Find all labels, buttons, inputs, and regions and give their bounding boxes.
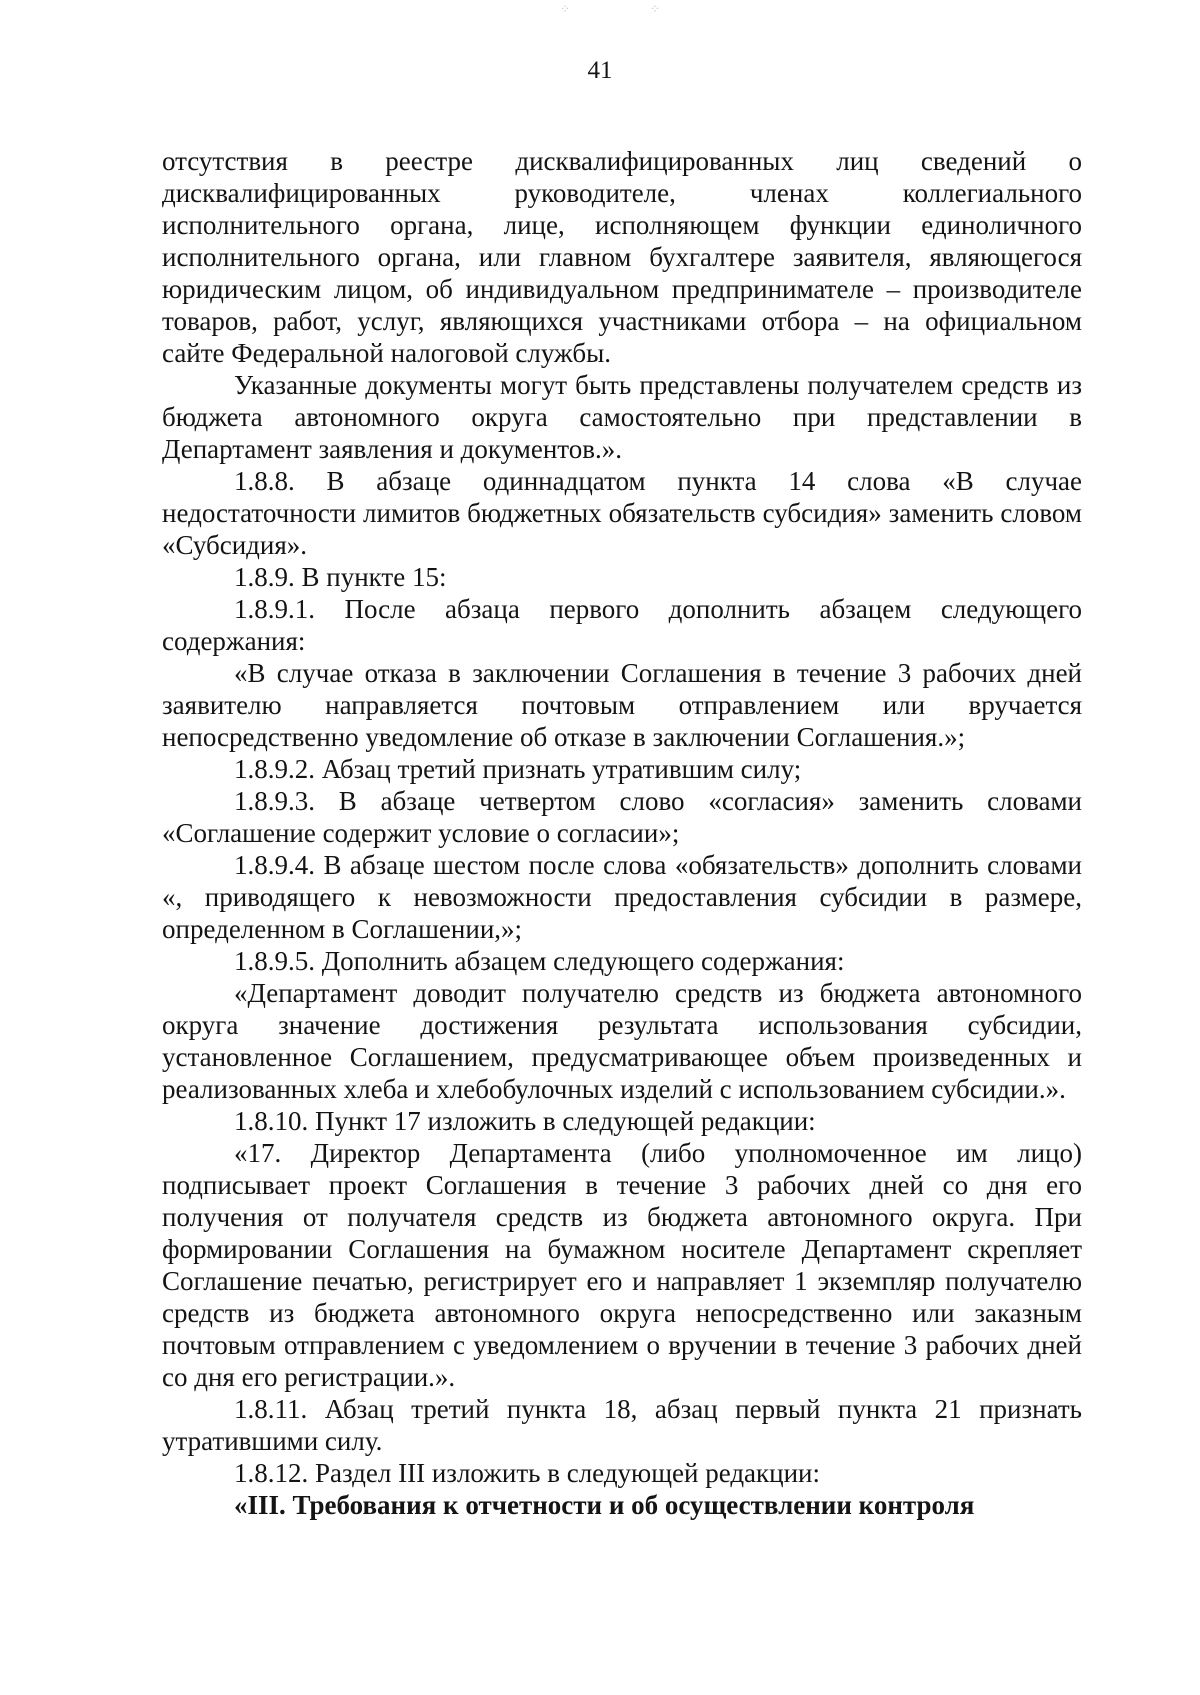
paragraph: 1.8.9.5. Дополнить абзацем следующего содержания:	[234, 946, 845, 976]
paragraph: 1.8.12. Раздел III изложить в следующей редакции:	[234, 1458, 821, 1488]
paragraph: «17. Директор Департамента (либо уполномоченное им лицо) подписывает проект Соглашения в течение 3 рабочих дней со дня его получения от получателя средств из бюджета автономного округа. При формировании Соглашения на бумажном носителе Департамент скрепляет Соглашение печатью, регистрирует его и направляет 1 экземпляр получателю средств из бюджета автономного округа непосредственно или заказным почтовым отправлением с уведомлением о вручении в течение 3 рабочих дней со дня его регистрации.».	[162, 1138, 1082, 1392]
paragraph: 1.8.9.1. После абзаца первого дополнить абзацем следующего содержания:	[162, 594, 1082, 656]
paragraph: 1.8.11. Абзац третий пункта 18, абзац первый пункта 21 признать утратившими силу.	[162, 1394, 1082, 1456]
page-number: 41	[587, 57, 613, 84]
paragraph: 1.8.8. В абзаце одиннадцатом пункта 14 слова «В случае недостаточности лимитов бюджетных обязательств субсидия» заменить словом «Субсидия».	[162, 466, 1082, 560]
paragraph: 1.8.9.2. Абзац третий признать утратившим силу;	[234, 754, 802, 784]
scan-artifact-mark: ⁘	[560, 2, 571, 16]
paragraph: 1.8.10. Пункт 17 изложить в следующей редакции:	[234, 1106, 816, 1136]
paragraph: 1.8.9.3. В абзаце четвертом слово «согласия» заменить словами «Соглашение содержит условие о согласии»;	[162, 786, 1082, 848]
section-heading: «III. Требования к отчетности и об осуществлении контроля	[234, 1490, 975, 1520]
paragraph: 1.8.9. В пункте 15:	[234, 562, 447, 592]
document-body	[162, 145, 1082, 1521]
paragraph: 1.8.9.4. В абзаце шестом после слова «обязательств» дополнить словами «, приводящего к невозможности предоставления субсидии в размере, определенном в Соглашении,»;	[162, 850, 1082, 944]
paragraph: «Департамент доводит получателю средств из бюджета автономного округа значение достижения результата использования субсидии, установленное Соглашением, предусматривающее объем произведенных и реализованных хлеба и хлебобулочных изделий с использованием субсидии.».	[162, 978, 1082, 1104]
paragraph: «В случае отказа в заключении Соглашения в течение 3 рабочих дней заявителю направляется почтовым отправлением или вручается непосредственно уведомление об отказе в заключении Соглашения.»;	[162, 658, 1082, 752]
paragraph: отсутствия в реестре дисквалифицированных лиц сведений о дисквалифицированных руководителе, членах коллегиального исполнительного органа, лице, исполняющем функции единоличного исполнительного органа, или главном бухгалтере заявителя, являющегося юридическим лицом, об индивидуальном предпринимателе – производителе товаров, работ, услуг, являющихся участниками отбора – на официальном сайте Федеральной налоговой службы.	[162, 146, 1082, 368]
paragraph: Указанные документы могут быть представлены получателем средств из бюджета автономного округа самостоятельно при представлении в Департамент заявления и документов.».	[162, 370, 1082, 464]
scan-artifact-mark: ⁘	[650, 2, 661, 16]
